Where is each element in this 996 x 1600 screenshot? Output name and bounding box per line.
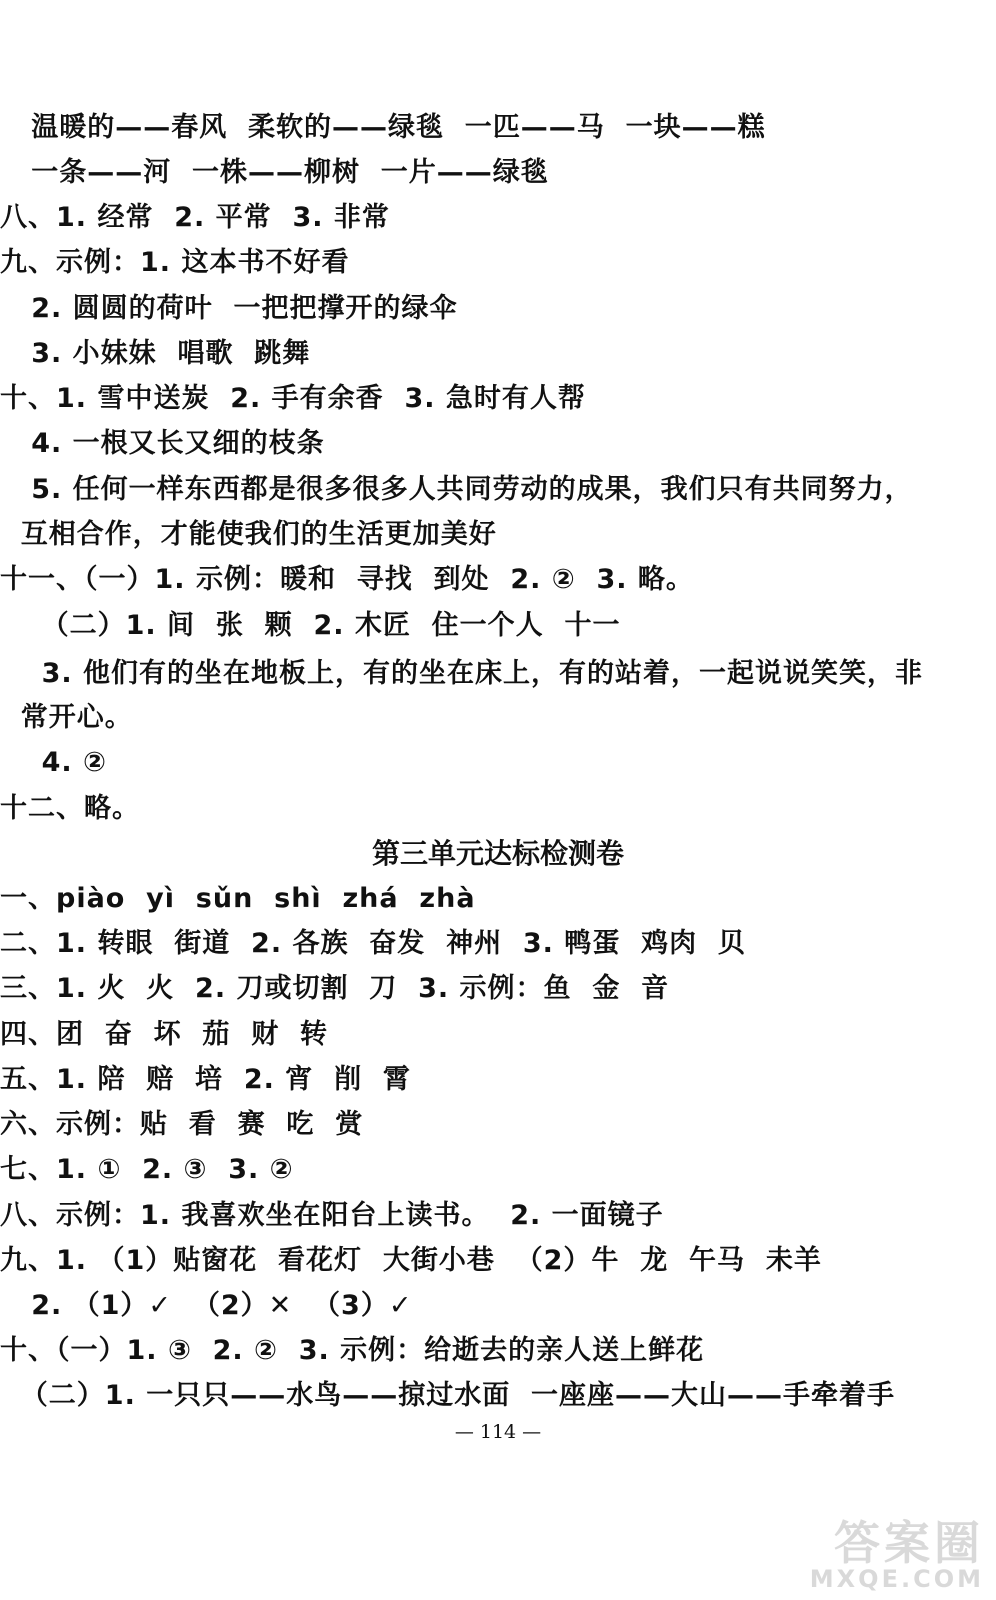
answer-line: 一、piào yì sǔn shì zhá zhà [0,883,476,914]
section-heading: 第三单元达标检测卷 [371,837,624,870]
answer-line: 九、1. （1）贴窗花 看花灯 大街小巷 （2）牛 龙 午马 未羊 [0,1245,822,1276]
answer-line: 3. 他们有的坐在地板上，有的坐在床上，有的站着，一起说说笑笑，非 [0,658,924,689]
answer-line: 十一、（一）1. 示例：暖和 寻找 到处 2. ② 3. 略。 [0,564,694,595]
watermark-domain: MXQE.COM [809,1565,984,1593]
answer-line: 4. ② [0,747,107,778]
answer-line: 十、1. 雪中送炭 2. 手有余香 3. 急时有人帮 [0,383,586,414]
answer-line: 温暖的——春风 柔软的——绿毯 一匹——马 一块——糕 [0,112,766,143]
answer-line: 互相合作，才能使我们的生活更加美好 [0,519,497,550]
answer-line: 八、1. 经常 2. 平常 3. 非常 [0,202,390,233]
answer-line: （二）1. 一只只——水鸟——掠过水面 一座座——大山——手牵着手 [0,1380,896,1411]
answer-line: 六、示例：贴 看 赛 吃 赏 [0,1109,364,1140]
answer-line: 2. （1）✓ （2）✕ （3）✓ [0,1290,413,1321]
watermark-logo [744,1516,984,1594]
answer-line: 常开心。 [0,702,133,733]
answer-line: 九、示例：1. 这本书不好看 [0,247,350,278]
answer-line: 5. 任何一样东西都是很多很多人共同劳动的成果，我们只有共同努力， [0,474,913,505]
answer-line: 五、1. 陪 赔 培 2. 宵 削 霄 [0,1064,411,1095]
answer-line: 3. 小妹妹 唱歌 跳舞 [0,338,311,369]
answer-line: 十、（一）1. ③ 2. ② 3. 示例：给逝去的亲人送上鲜花 [0,1335,705,1366]
answer-line: 八、示例：1. 我喜欢坐在阳台上读书。 2. 一面镜子 [0,1200,664,1231]
answer-line: 三、1. 火 火 2. 刀或切割 刀 3. 示例：鱼 金 音 [0,973,670,1004]
answer-line: 4. 一根又长又细的枝条 [0,428,325,459]
answer-line: 十二、略。 [0,793,140,824]
watermark-logo-text: 答案圈 [834,1516,984,1570]
answer-line: 一条——河 一株——柳树 一片——绿毯 [0,157,549,188]
answer-line: 2. 圆圆的荷叶 一把把撑开的绿伞 [0,293,458,324]
answer-line: 二、1. 转眼 街道 2. 各族 奋发 神州 3. 鸭蛋 鸡肉 贝 [0,928,746,959]
answer-line: 七、1. ① 2. ③ 3. ② [0,1154,294,1185]
answer-line: （二）1. 间 张 颗 2. 木匠 住一个人 十一 [0,610,621,641]
page-number: — 114 — [454,1421,542,1443]
answer-line: 四、团 奋 坏 茄 财 转 [0,1019,328,1050]
